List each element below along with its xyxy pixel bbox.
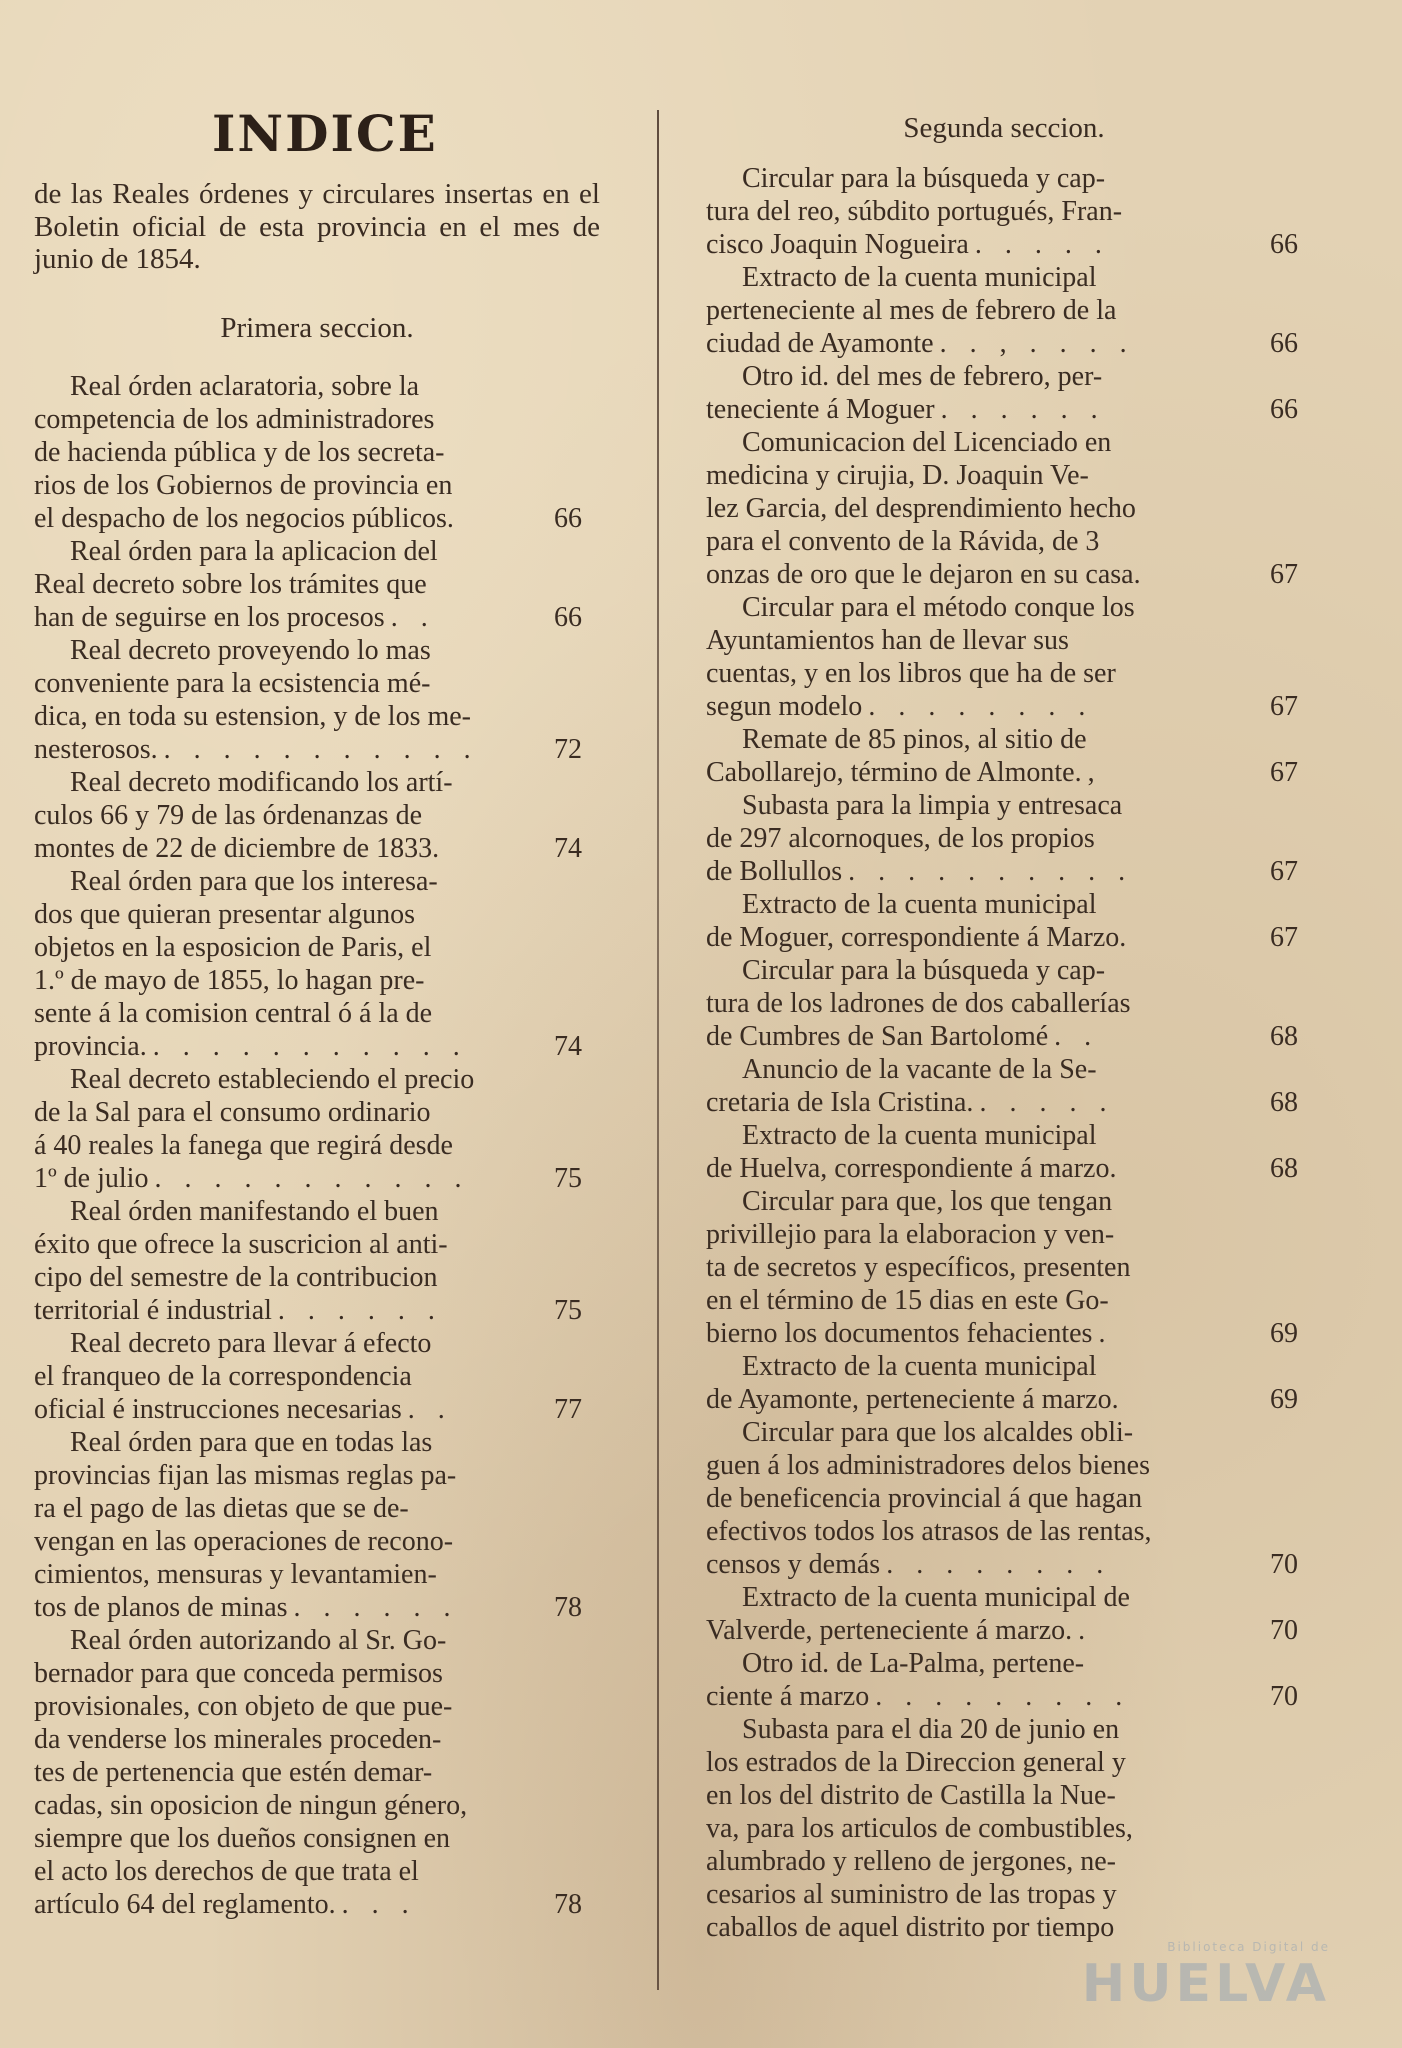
entry-line: objetos en la esposicion de Paris, el xyxy=(34,932,432,963)
entry-line xyxy=(706,558,1302,591)
entry-line: de 297 alcornoques, de los propios xyxy=(706,823,1095,854)
entry-line: de beneficencia provincial á que hagan xyxy=(706,1483,1143,1514)
page-number: 69 xyxy=(1270,1384,1298,1415)
index-entry xyxy=(706,1350,1302,1416)
library-watermark xyxy=(990,1940,1330,2030)
entry-line xyxy=(34,1591,600,1624)
entry-line: cesarios al suministro de las tropas y xyxy=(706,1879,1117,1910)
entry-line-text: 1º de julio xyxy=(34,1163,149,1194)
dot-leader: . . . . . . xyxy=(293,1592,459,1623)
entry-line: culos 66 y 79 de las órdenanzas de xyxy=(34,800,422,831)
entry-line-text: el despacho de los negocios públicos. xyxy=(34,503,454,534)
index-entry xyxy=(706,591,1302,723)
page-number: 70 xyxy=(1270,1681,1298,1712)
index-entry xyxy=(34,370,600,535)
section-heading-segunda: Segunda seccion. xyxy=(903,112,1105,144)
index-entry xyxy=(34,1426,600,1624)
dot-leader: . . . . . . . . . . . xyxy=(154,1163,470,1194)
entry-line xyxy=(706,921,1302,954)
dot-leader: . . . . . . . . xyxy=(868,691,1094,722)
index-entry xyxy=(706,162,1302,261)
entry-line: lez Garcia, del desprendimiento hecho xyxy=(706,493,1136,524)
entry-line-text: territorial é industrial xyxy=(34,1295,272,1326)
entry-line xyxy=(706,1614,1302,1647)
page-number: 68 xyxy=(1270,1021,1298,1052)
entry-line: 1.º de mayo de 1855, lo hagan pre- xyxy=(34,965,425,996)
entry-line-text: Valverde, perteneciente á marzo. xyxy=(706,1615,1073,1646)
index-entry xyxy=(706,723,1302,789)
entry-line: provincias fijan las mismas reglas pa- xyxy=(34,1460,457,1491)
entry-line: rios de los Gobiernos de provincia en xyxy=(34,470,453,501)
entry-line-text: caballos de aquel distrito por tiempo xyxy=(706,1912,1115,1943)
entry-line: éxito que ofrece la suscricion al anti- xyxy=(34,1229,448,1260)
entry-line: Real decreto proveyendo lo mas xyxy=(70,635,431,666)
entry-line: á 40 reales la fanega que regirá desde xyxy=(34,1130,453,1161)
index-entry xyxy=(706,1119,1302,1185)
dot-leader: . . . . . . . . . . . xyxy=(163,734,479,765)
dot-leader: . xyxy=(1098,1318,1114,1349)
entry-line xyxy=(706,1548,1302,1581)
entry-line-text: montes de 22 de diciembre de 1833. xyxy=(34,833,440,864)
entry-line: cadas, sin oposicion de ningun género, xyxy=(34,1790,468,1821)
entry-line: tura de los ladrones de dos caballerías xyxy=(706,988,1131,1019)
entry-line-text: teneciente á Moguer xyxy=(706,394,935,425)
page-number: 70 xyxy=(1270,1549,1298,1580)
left-entry-list xyxy=(34,370,600,1921)
index-entry xyxy=(706,954,1302,1053)
index-entry xyxy=(706,261,1302,360)
entry-line: Extracto de la cuenta municipal xyxy=(742,262,1097,293)
entry-line: Real órden manifestando el buen xyxy=(70,1196,439,1227)
entry-line xyxy=(34,1888,600,1921)
entry-line: competencia de los administradores xyxy=(34,404,435,435)
page-number: 75 xyxy=(554,1295,582,1326)
entry-line-text: de Cumbres de San Bartolomé xyxy=(706,1021,1049,1052)
entry-line: va, para los articulos de combustibles, xyxy=(706,1813,1133,1844)
entry-line: dica, en toda su estension, y de los me- xyxy=(34,701,472,732)
entry-line xyxy=(34,601,600,634)
entry-line-text: cisco Joaquin Nogueira xyxy=(706,229,969,260)
page-number: 67 xyxy=(1270,691,1298,722)
entry-line: Extracto de la cuenta municipal de xyxy=(742,1582,1130,1613)
entry-line: de hacienda pública y de los secreta- xyxy=(34,437,445,468)
page-number: 66 xyxy=(554,503,582,534)
page-number: 75 xyxy=(554,1163,582,1194)
entry-line: Subasta para el dia 20 de junio en xyxy=(742,1714,1120,1745)
entry-line: en los del distrito de Castilla la Nue- xyxy=(706,1780,1116,1811)
index-entry xyxy=(706,888,1302,954)
entry-line xyxy=(706,1020,1302,1053)
index-entry xyxy=(34,634,600,766)
entry-line-text: ciente á marzo xyxy=(706,1681,870,1712)
page-number: 67 xyxy=(1270,757,1298,788)
dot-leader: . . . xyxy=(341,1889,417,1920)
entry-line: efectivos todos los atrasos de las rentas, xyxy=(706,1516,1152,1547)
entry-line xyxy=(706,1317,1302,1350)
entry-line: cimientos, mensuras y levantamien- xyxy=(34,1559,437,1590)
entry-line xyxy=(706,855,1302,888)
entry-line: Real decreto sobre los trámites que xyxy=(34,569,427,600)
entry-line xyxy=(34,1162,600,1195)
entry-line: ta de secretos y específicos, presenten xyxy=(706,1252,1131,1283)
entry-line-text: han de seguirse en los procesos xyxy=(34,602,385,633)
index-entry xyxy=(34,535,600,634)
entry-line: Ayuntamientos han de llevar sus xyxy=(706,625,1069,656)
entry-line: sente á la comision central ó á la de xyxy=(34,998,433,1029)
index-subtitle: de las Reales órdenes y circulares insertas en el Boletin oficial de esta provincia en el mes de junio de 1854. xyxy=(34,178,600,275)
page-number: 66 xyxy=(1270,229,1298,260)
entry-line: los estrados de la Direccion general y xyxy=(706,1747,1126,1778)
entry-line xyxy=(706,1680,1302,1713)
dot-leader: . . . . . . xyxy=(940,394,1106,425)
dot-leader: . . . . . . . . . xyxy=(875,1681,1131,1712)
entry-line: Otro id. del mes de febrero, per- xyxy=(742,361,1103,392)
dot-leader: . . xyxy=(407,1394,453,1425)
page-number: 66 xyxy=(1270,394,1298,425)
entry-line: Extracto de la cuenta municipal xyxy=(742,1120,1097,1151)
entry-line-text: de Huelva, correspondiente á marzo. xyxy=(706,1153,1117,1184)
entry-line xyxy=(706,327,1302,360)
page-number: 72 xyxy=(554,734,582,765)
entry-line: Real decreto modificando los artí- xyxy=(70,767,453,798)
entry-line: Remate de 85 pinos, al sitio de xyxy=(742,724,1087,755)
watermark-logo-text: HUELVA xyxy=(1081,1954,1330,2014)
entry-line: de la Sal para el consumo ordinario xyxy=(34,1097,431,1128)
index-entry xyxy=(34,766,600,865)
page-number: 74 xyxy=(554,1031,582,1062)
entry-line: Real órden para que los interesa- xyxy=(70,866,438,897)
entry-line: Circular para la búsqueda y cap- xyxy=(742,955,1106,986)
entry-line: alumbrado y relleno de jergones, ne- xyxy=(706,1846,1117,1877)
entry-line: tura del reo, súbdito portugués, Fran- xyxy=(706,196,1123,227)
entry-line: Extracto de la cuenta municipal xyxy=(742,889,1097,920)
entry-line-text: de Moguer, correspondiente á Marzo. xyxy=(706,922,1127,953)
column-divider xyxy=(657,110,659,1990)
dot-leader: . . . . . . . . . . xyxy=(848,856,1134,887)
entry-line xyxy=(34,502,600,535)
index-entry xyxy=(706,360,1302,426)
entry-line-text: onzas de oro que le dejaron en su casa. xyxy=(706,559,1141,590)
entry-line-text: nesterosos. xyxy=(34,734,158,765)
dot-leader: . . , . . . . xyxy=(939,328,1135,359)
index-entry xyxy=(34,865,600,1063)
entry-line: Real decreto para llevar á efecto xyxy=(70,1328,432,1359)
entry-line: Real órden para que en todas las xyxy=(70,1427,433,1458)
entry-line: Subasta para la limpia y entresaca xyxy=(742,790,1123,821)
dot-leader: . xyxy=(1078,1615,1094,1646)
entry-line-text: cretaria de Isla Cristina. xyxy=(706,1087,974,1118)
dot-leader: . . . . . xyxy=(979,1087,1115,1118)
entry-line: Anuncio de la vacante de la Se- xyxy=(742,1054,1097,1085)
entry-line xyxy=(34,1393,600,1426)
entry-line-text: censos y demás xyxy=(706,1549,881,1580)
entry-line: da venderse los minerales proceden- xyxy=(34,1724,442,1755)
index-title: INDICE xyxy=(212,104,438,163)
section-heading-primera: Primera seccion. xyxy=(220,312,414,344)
entry-line: en el término de 15 dias en este Go- xyxy=(706,1285,1109,1316)
dot-leader: . . xyxy=(1054,1021,1100,1052)
entry-line: conveniente para la ecsistencia mé- xyxy=(34,668,431,699)
entry-line: Extracto de la cuenta municipal xyxy=(742,1351,1097,1382)
entry-line xyxy=(706,228,1302,261)
entry-line xyxy=(706,690,1302,723)
entry-line: cipo del semestre de la contribucion xyxy=(34,1262,438,1293)
index-entry xyxy=(34,1195,600,1327)
index-entry xyxy=(706,1416,1302,1581)
entry-line: Circular para que, los que tengan xyxy=(742,1186,1113,1217)
index-entry xyxy=(706,1581,1302,1647)
entry-line: provisionales, con objeto de que pue- xyxy=(34,1691,453,1722)
entry-line: el acto los derechos de que trata el xyxy=(34,1856,419,1887)
entry-line xyxy=(706,393,1302,426)
entry-line: Real órden para la aplicacion del xyxy=(70,536,438,567)
page-number: 69 xyxy=(1270,1318,1298,1349)
entry-line: el franqueo de la correspondencia xyxy=(34,1361,412,1392)
entry-line: siempre que los dueños consignen en xyxy=(34,1823,451,1854)
entry-line: Circular para el método conque los xyxy=(742,592,1135,623)
entry-line xyxy=(34,1294,600,1327)
entry-line: Real órden aclaratoria, sobre la xyxy=(70,371,420,402)
right-entry-list xyxy=(706,162,1302,1944)
index-entry xyxy=(34,1063,600,1195)
entry-line: para el convento de la Rávida, de 3 xyxy=(706,526,1100,557)
entry-line xyxy=(706,1383,1302,1416)
page-number: 67 xyxy=(1270,922,1298,953)
entry-line: perteneciente al mes de febrero de la xyxy=(706,295,1117,326)
entry-line-text: de Bollullos xyxy=(706,856,843,887)
page-number: 67 xyxy=(1270,856,1298,887)
entry-line: medicina y cirujia, D. Joaquin Ve- xyxy=(706,460,1089,491)
index-entry xyxy=(706,426,1302,591)
page-number: 68 xyxy=(1270,1087,1298,1118)
index-entry xyxy=(34,1624,600,1921)
index-entry xyxy=(706,1713,1302,1944)
page-number: 68 xyxy=(1270,1153,1298,1184)
entry-line-text: ciudad de Ayamonte xyxy=(706,328,934,359)
entry-line-text: de Ayamonte, perteneciente á marzo. xyxy=(706,1384,1119,1415)
entry-line: bernador para que conceda permisos xyxy=(34,1658,443,1689)
dot-leader: . . xyxy=(390,602,436,633)
entry-line: dos que quieran presentar algunos xyxy=(34,899,415,930)
entry-line-text: segun modelo xyxy=(706,691,863,722)
page-number: 74 xyxy=(554,833,582,864)
entry-line xyxy=(706,756,1302,789)
entry-line: privillejio para la elaboracion y ven- xyxy=(706,1219,1115,1250)
entry-line: Comunicacion del Licenciado en xyxy=(742,427,1112,458)
index-entry xyxy=(706,789,1302,888)
dot-leader: . . . . . xyxy=(974,229,1110,260)
page-number: 67 xyxy=(1270,559,1298,590)
dot-leader: , xyxy=(1087,757,1103,788)
index-entry xyxy=(706,1053,1302,1119)
entry-line: Circular para la búsqueda y cap- xyxy=(742,163,1106,194)
dot-leader: . . . . . . xyxy=(277,1295,443,1326)
dot-leader: . . . . . . . . . . . xyxy=(152,1031,468,1062)
index-entry xyxy=(706,1185,1302,1350)
page-number: 78 xyxy=(554,1889,582,1920)
index-entry xyxy=(34,1327,600,1426)
entry-line-text: oficial é instrucciones necesarias xyxy=(34,1394,402,1425)
entry-line-text: tos de planos de minas xyxy=(34,1592,288,1623)
entry-line: ra el pago de las dietas que se de- xyxy=(34,1493,409,1524)
entry-line: cuentas, y en los libros que ha de ser xyxy=(706,658,1116,689)
dot-leader: . . . . . . . . xyxy=(886,1549,1112,1580)
entry-line-text: provincia. xyxy=(34,1031,147,1062)
page-number: 66 xyxy=(1270,328,1298,359)
entry-line: Real órden autorizando al Sr. Go- xyxy=(70,1625,447,1656)
entry-line: Real decreto estableciendo el precio xyxy=(70,1064,475,1095)
entry-line: Otro id. de La-Palma, pertene- xyxy=(742,1648,1085,1679)
index-entry xyxy=(706,1647,1302,1713)
entry-line: guen á los administradores delos bienes xyxy=(706,1450,1151,1481)
page-number: 70 xyxy=(1270,1615,1298,1646)
entry-line-text: Cabollarejo, término de Almonte. xyxy=(706,757,1082,788)
entry-line: tes de pertenencia que estén demar- xyxy=(34,1757,433,1788)
page-number: 66 xyxy=(554,602,582,633)
page-number: 78 xyxy=(554,1592,582,1623)
entry-line xyxy=(706,1152,1302,1185)
entry-line-text: artículo 64 del reglamento. xyxy=(34,1889,336,1920)
watermark-caption: Biblioteca Digital de xyxy=(1167,1940,1330,1954)
entry-line-text: bierno los documentos fehacientes xyxy=(706,1318,1093,1349)
entry-line xyxy=(34,733,600,766)
entry-line: Circular para que los alcaldes obli- xyxy=(742,1417,1134,1448)
entry-line: vengan en las operaciones de recono- xyxy=(34,1526,454,1557)
page-number: 77 xyxy=(554,1394,582,1425)
entry-line xyxy=(706,1086,1302,1119)
entry-line xyxy=(34,1030,600,1063)
entry-line xyxy=(34,832,600,865)
